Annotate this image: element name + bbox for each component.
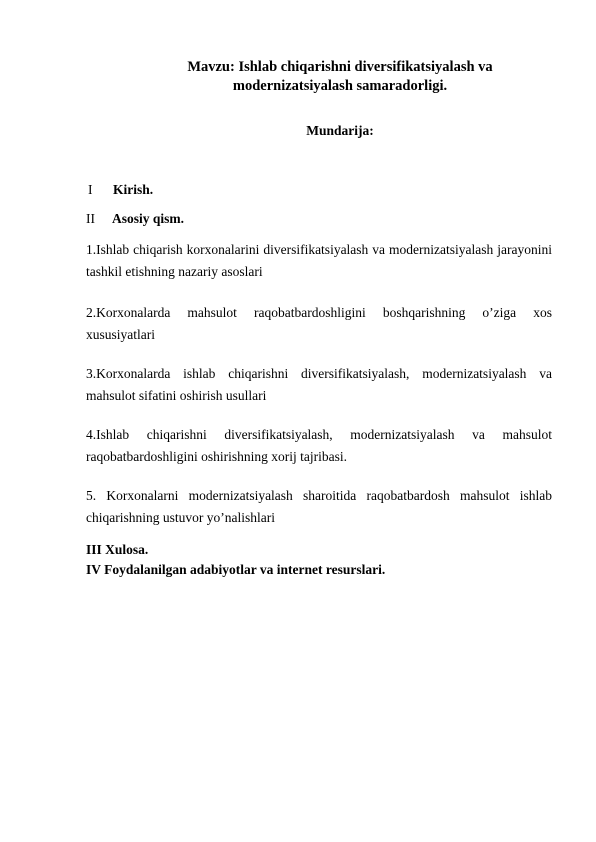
section-main <box>86 211 185 227</box>
section-label: Kirish. <box>113 182 154 197</box>
title-line-2: modernizatsiyalash samaradorligi. <box>232 78 448 94</box>
table-of-contents-heading: Mundarija: <box>306 123 374 138</box>
references-line: IV Foydalanilgan adabiyotlar va internet resurslari. <box>86 562 386 577</box>
title-line-1: Mavzu: Ishlab chiqarishni diversifikatsiyalash va <box>187 59 493 75</box>
toc-item-5: 5. Korxonalarni modernizatsiyalash sharoitida raqobatbardosh mahsulot ishlab chiqarishning ustuvor yo’nalishlari <box>86 488 552 525</box>
toc-item-1: 1.Ishlab chiqarish korxonalarini diversifikatsiyalash va modernizatsiyalash jarayonini tashkil etishning nazariy asoslari <box>86 242 552 279</box>
section-number: II <box>86 211 95 226</box>
toc-item-4: 4.Ishlab chiqarishni diversifikatsiyalash, modernizatsiyalash va mahsulot raqobatbardoshligini oshirishning xorij tajribasi. <box>86 427 552 464</box>
section-number: I <box>88 182 93 197</box>
section-intro <box>88 182 154 198</box>
section-label: Asosiy qism. <box>112 211 185 226</box>
toc-item-3: 3.Korxonalarda ishlab chiqarishni diversifikatsiyalash, modernizatsiyalash va mahsulot sifatini oshirish usullari <box>86 366 552 403</box>
document-title <box>140 58 540 96</box>
toc-item-2: 2.Korxonalarda mahsulot raqobatbardoshligini boshqarishning o’ziga xos xususiyatlari <box>86 305 552 342</box>
conclusion-line: III Xulosa. <box>86 542 149 557</box>
